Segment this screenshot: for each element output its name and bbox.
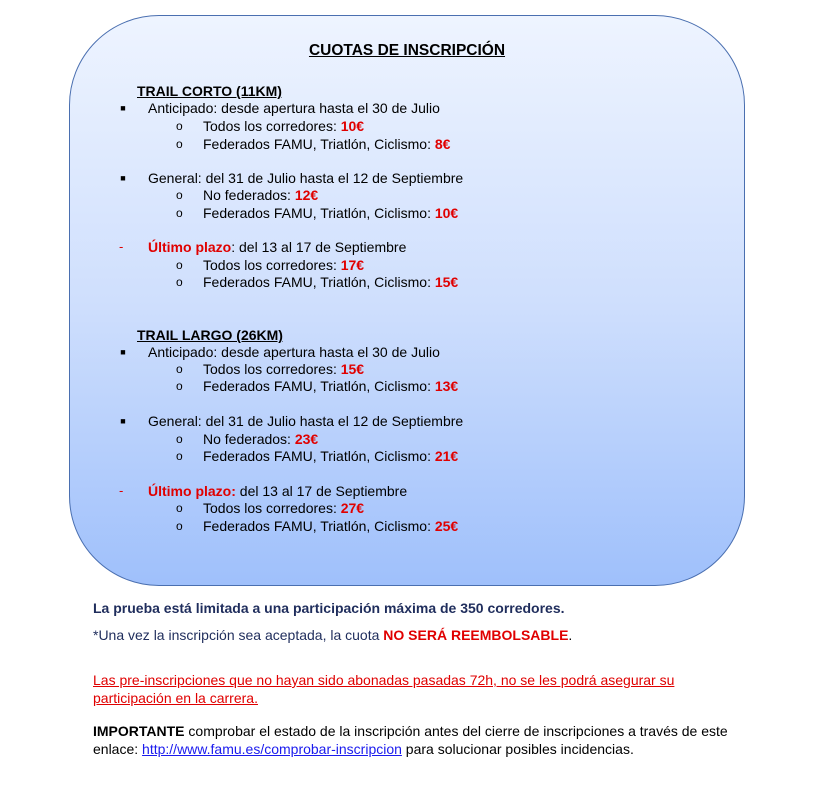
fee-price: 13€ bbox=[434, 378, 459, 394]
square-bullet-icon: ■ bbox=[120, 347, 126, 357]
trail-corto-general bbox=[70, 169, 744, 187]
important-text-after: para solucionar posibles incidencias. bbox=[401, 741, 634, 757]
list-item bbox=[70, 499, 744, 517]
period-label: Anticipado: desde apertura hasta el 30 de Julio bbox=[148, 100, 440, 116]
circle-bullet-icon: o bbox=[176, 519, 183, 533]
period-label: General: del 31 de Julio hasta el 12 de Septiembre bbox=[148, 413, 464, 429]
circle-bullet-icon: o bbox=[176, 379, 183, 393]
circle-bullet-icon: o bbox=[176, 206, 183, 220]
list-item bbox=[70, 360, 744, 378]
fee-label: Todos los corredores: bbox=[203, 361, 341, 377]
trail-corto-ultimo bbox=[70, 238, 744, 256]
important-text: comprobar el estado de la inscripción antes del cierre de inscripciones a través de este enlace: bbox=[93, 723, 728, 757]
dash-bullet: - bbox=[119, 239, 124, 254]
circle-bullet-icon: o bbox=[176, 362, 183, 376]
fee-price: 21€ bbox=[434, 448, 459, 464]
refund-note-emphasis: NO SERÁ REEMBOLSABLE bbox=[383, 627, 569, 643]
circle-bullet-icon: o bbox=[176, 258, 183, 272]
fee-price: 10€ bbox=[340, 118, 365, 134]
fee-price: 27€ bbox=[340, 500, 365, 516]
trail-largo-ultimo bbox=[70, 482, 744, 500]
trail-largo-heading: TRAIL LARGO (26KM) bbox=[137, 327, 283, 343]
square-bullet-icon: ■ bbox=[120, 173, 126, 183]
preinscription-warning: Las pre-inscripciones que no hayan sido abonadas pasadas 72h, no se les podrá asegurar su participación en la carrera. bbox=[93, 672, 675, 706]
fee-label: Federados FAMU, Triatlón, Ciclismo: bbox=[203, 136, 435, 152]
list-item bbox=[70, 186, 744, 204]
period-label-emphasis: Último plazo: bbox=[148, 483, 236, 499]
period-label: General: del 31 de Julio hasta el 12 de Septiembre bbox=[148, 170, 464, 186]
list-item bbox=[70, 377, 744, 395]
limit-note: La prueba está limitada a una participación máxima de 350 corredores. bbox=[93, 600, 565, 616]
circle-bullet-icon: o bbox=[176, 501, 183, 515]
square-bullet-icon: ■ bbox=[120, 103, 126, 113]
trail-largo-anticipado bbox=[70, 343, 744, 361]
fee-label: Federados FAMU, Triatlón, Ciclismo: bbox=[203, 378, 435, 394]
trail-corto-heading: TRAIL CORTO (11KM) bbox=[137, 83, 282, 99]
list-item bbox=[70, 517, 744, 535]
fee-price: 8€ bbox=[434, 136, 451, 152]
fee-price: 23€ bbox=[294, 431, 319, 447]
fee-label: Federados FAMU, Triatlón, Ciclismo: bbox=[203, 518, 435, 534]
list-item bbox=[70, 135, 744, 153]
fee-price: 17€ bbox=[340, 257, 365, 273]
fee-label: Federados FAMU, Triatlón, Ciclismo: bbox=[203, 448, 435, 464]
fee-box bbox=[69, 15, 745, 586]
circle-bullet-icon: o bbox=[176, 119, 183, 133]
refund-note bbox=[93, 627, 572, 643]
fee-price: 10€ bbox=[434, 205, 459, 221]
trail-largo-general bbox=[70, 412, 744, 430]
fee-label: Federados FAMU, Triatlón, Ciclismo: bbox=[203, 274, 435, 290]
period-label-emphasis: Último plazo bbox=[148, 239, 232, 255]
list-item bbox=[70, 204, 744, 222]
fee-price: 15€ bbox=[340, 361, 365, 377]
fee-price: 25€ bbox=[434, 518, 459, 534]
circle-bullet-icon: o bbox=[176, 449, 183, 463]
fee-price: 12€ bbox=[294, 187, 319, 203]
important-note bbox=[93, 722, 753, 758]
refund-note-prefix: *Una vez la inscripción sea aceptada, la cuota bbox=[93, 627, 384, 643]
list-item bbox=[70, 256, 744, 274]
list-item bbox=[70, 117, 744, 135]
period-label: del 13 al 17 de Septiembre bbox=[235, 483, 408, 499]
fee-label: Federados FAMU, Triatlón, Ciclismo: bbox=[203, 205, 435, 221]
fee-label: Todos los corredores: bbox=[203, 500, 341, 516]
fee-label: No federados: bbox=[203, 431, 295, 447]
list-item bbox=[70, 273, 744, 291]
fee-label: Todos los corredores: bbox=[203, 257, 341, 273]
square-bullet-icon: ■ bbox=[120, 416, 126, 426]
circle-bullet-icon: o bbox=[176, 137, 183, 151]
period-label: Anticipado: desde apertura hasta el 30 de Julio bbox=[148, 344, 440, 360]
fee-label: Todos los corredores: bbox=[203, 118, 341, 134]
check-inscription-link[interactable]: http://www.famu.es/comprobar-inscripcion bbox=[142, 741, 402, 757]
list-item bbox=[70, 447, 744, 465]
fee-price: 15€ bbox=[434, 274, 459, 290]
circle-bullet-icon: o bbox=[176, 275, 183, 289]
circle-bullet-icon: o bbox=[176, 188, 183, 202]
important-label: IMPORTANTE bbox=[93, 723, 185, 739]
dash-bullet: - bbox=[119, 483, 124, 498]
refund-note-suffix: . bbox=[568, 627, 573, 643]
circle-bullet-icon: o bbox=[176, 432, 183, 446]
trail-corto-anticipado bbox=[70, 99, 744, 117]
page-title: CUOTAS DE INSCRIPCIÓN bbox=[308, 42, 506, 59]
list-item bbox=[70, 430, 744, 448]
period-label: : del 13 al 17 de Septiembre bbox=[231, 239, 407, 255]
fee-label: No federados: bbox=[203, 187, 295, 203]
